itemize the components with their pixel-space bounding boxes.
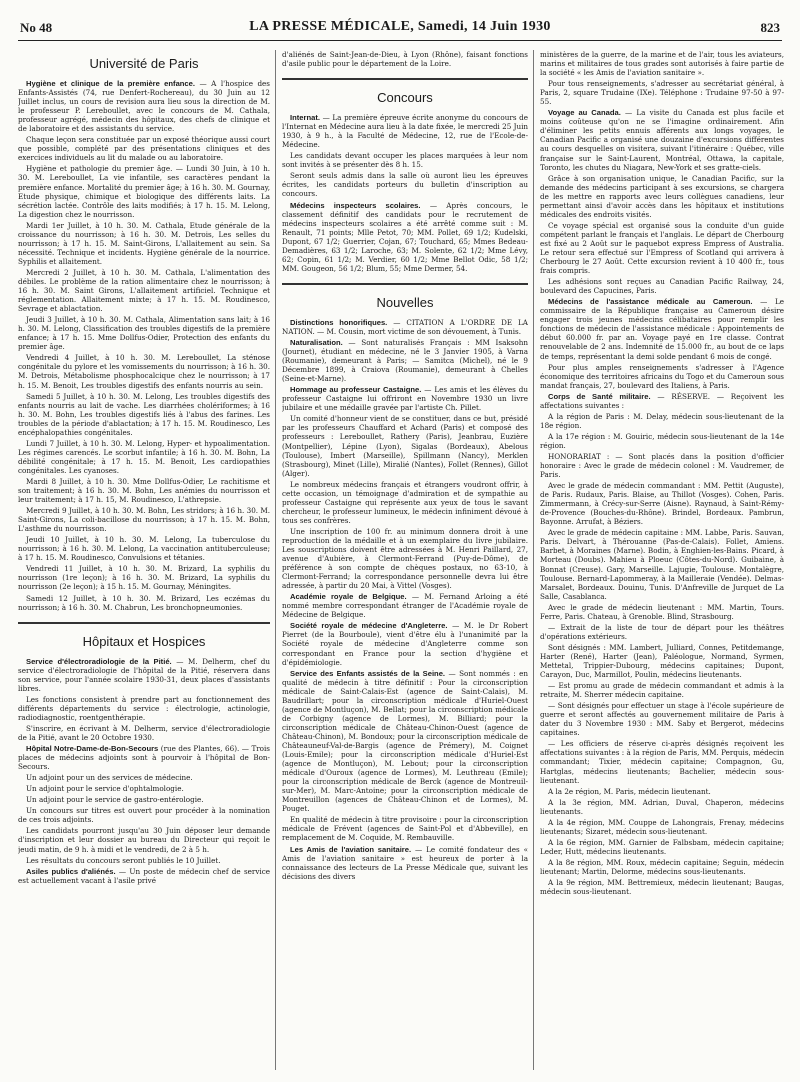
journal-title: LA PRESSE MÉDICALE, Samedi, 14 Juin 1930 — [249, 19, 551, 34]
paragraph: Un adjoint pour le service de gastro-entérologie. — [26, 795, 204, 805]
paragraph: Pour tous renseignements, s'adresser au secrétariat général, à Paris, 2, square Trudaine (IXe). Téléphone : Trudaine 97-50 à 97-55. — [540, 79, 784, 107]
paragraph: Vendredi 11 Juillet, à 10 h. 30. M. Brizard, La syphilis du nourrisson (1re leçon); à 16 h. 30. M. Brizard, La syphilis du nourrisson (2e leçon); à 15 h. 15. M. Gournay, Méningites. — [18, 564, 270, 592]
paragraph: — Sont désignés pour effectuer un stage à l'école supérieure de guerre et seront affectés au gouvernement militaire de Paris à dater du 3 Novembre 1930 : MM. Saby et Bergerot, médecins capitaines. — [540, 701, 784, 738]
paragraph: Chaque leçon sera constituée par un exposé théorique aussi court que possible, complété par des présentations cliniques et des exercices individuels au lit du malade ou au laboratoire. — [18, 135, 270, 163]
paragraph: Avec le grade de médecin capitaine : MM. Labbe, Paris. Sauvan, Paris. Delvart, à Thérouanne (Pas-de-Calais). Follet, Amiens. Barbet, à Moraines (Marne). Bodin, à Enghien-les-Bains. Picard, à Morteau (Doubs). Mahieu à Ploeuc (Côtes-du-Nord). Guibaine, à Bonnat (Creuse). Gary, Marseille. Lajugie, Toulouse. Montalègre, Toulouse. Bernard-Lapommeray, à la Mailleraie (Vendée). Delmas-Marsalet, Bordeaux. Douinu, Tunis. D'Anfreville de Jurquet de La Salle, Casablanca. — [540, 528, 784, 601]
article — [282, 592, 528, 619]
article-text: — Sont naturalisés Français : MM Isaksohn (Journet), étudiant en médecine, né le 3 Janvier 1905, à Varna (Roumanie), demeurant à Paris; — Samitca (Michel), né le 9 Décembre 1899, à Craiova (Roumanie), demeurant à Chelles (Seine-et-Marne). — [282, 337, 528, 384]
paragraph: Sont désignés : MM. Lambert, Julliard, Connes, Petitdemange, Harter (René), Harter (Jean), Paléologue, Normand, Syrmen, Mettetal, Trippier-Dubourg, médecins capitaines; Dupont, Carayon, Duc, Marmillot, Poulin, médecins lieutenants. — [540, 642, 784, 680]
paragraph: Les résultats du concours seront publiés le 10 Juillet. — [26, 855, 221, 865]
page-number: 823 — [760, 20, 780, 35]
column-left — [18, 50, 270, 1072]
column-divider — [533, 50, 534, 1070]
article-heading: Service des Enfants assistés de la Seine. — [290, 668, 446, 678]
paragraph: Un adjoint pour le service d'ophtalmologie. — [26, 784, 184, 794]
article — [540, 392, 784, 410]
column-divider — [275, 50, 276, 1070]
article-heading: Asiles publics d'aliénés. — [26, 866, 116, 876]
paragraph: Une inscription de 100 fr. au minimum donnera droit à une reproduction de la médaille et à un exemplaire du livre jubilaire. Les souscriptions doivent être adressées à M. Henri Paillard, 27, avenue d'Aubière, à Clermont-Ferrand (Puy-de-Dôme), de préférence à son compte de chèques postaux, no 63-10, à Clermont-Ferrand; la correspondance personnelle devra lui être adressée, à partir du 20 Mai, à Vittel (Vosges). — [282, 526, 528, 591]
paragraph: A la 8e région, MM. Roux, médecin capitaine; Seguin, médecin lieutenant; Martin, Delorme, médecins sous-lieutenants. — [540, 857, 784, 876]
paragraph: A la 17e région : M. Gouiric, médecin sous-lieutenant de la 14e région. — [540, 431, 784, 450]
paragraph: — Les officiers de réserve ci-après désignés reçoivent les affectations suivantes : à la région de Paris, MM. Perquis, médecin commandant; Tixier, médecin capitaine; Compagnon, Gu, Hartglas, médecins lieutenants; Bachelier, médecin sous-lieutenant. — [540, 739, 784, 785]
paragraph: Hygiène et pathologie du premier âge. — Lundi 30 Juin, à 10 h. 30. M. Lereboullet, La vie infantile, ses caractères pendant la première enfance. Mortalité du premier âge; à 16 h. 30. M. Gournay, Etude physique, chimique et biologique des différents laits. La sécrétion lactée. Contrôle des laits modifiés; à 17 h. 15. M. Lelong, La digestion chez le nourrisson. — [18, 164, 270, 219]
section-heading: Université de Paris — [89, 56, 199, 71]
article-text: (rue des Plantes, 66). — Trois places de médecins adjoints sont à pourvoir à l'hôpital de Bon-Secours. — [18, 744, 270, 772]
article-text: — Après concours, le classement définitif des candidats pour le recrutement de médecins inspecteurs scolaires a été arrêté comme suit : M. Renault, 71 points; Mlle Petot, 70; MM. Pollet, 69 1/2; Kudelski, Dupont, 67 1/2; Guerrier, Cojan, 67; Touchard, 65; Mmes Bedeau-Demadières, 63 1/2; Laroche, 63; M. Solente, 62 1/2; Mme Lévy, 62; Copin, 61 1/2; M. Verdier, 60 1/2; Mme Bellot Odic, 58 1/2; MM. Gougeon, 56 1/2; Blum, 55; Mme Dermer, 54. — [282, 200, 528, 273]
article-heading: Hôpital Notre-Dame-de-Bon-Secours — [26, 744, 159, 754]
paragraph: Vendredi 4 Juillet, à 10 h. 30. M. Lereboullet, La sténose congénitale du pylore et les vomissements du nourrisson; à 16 h. 30. M. Detrois, Métabolisme phosphocalcique chez le nourrisson; à 17 h. 15. M. Benoit, Les troubles digestifs des enfants nourris au sein. — [18, 353, 270, 390]
article — [540, 108, 784, 171]
article-text: — Le comité fondateur des « Amis de l'aviation sanitaire » est heureux de porter à la connaissance des lecteurs de La Presse Médicale que, suivant les décisions des divers — [282, 844, 528, 881]
paragraph: Mercredi 9 Juillet, à 10 h. 30. M. Bohn, Les stridors; à 16 h. 30. M. Saint-Girons, La coli-bacillose du nourrisson; à 17 h. 15. M. Bohn, L'asthme du nourrisson. — [18, 506, 270, 534]
article-heading: Médecins inspecteurs scolaires. — [290, 200, 421, 210]
article — [282, 338, 528, 383]
section-heading: Hôpitaux et Hospices — [18, 622, 270, 649]
article-heading: Académie royale de Belgique. — [290, 592, 407, 602]
article-heading: Service d'électroradiologie de la Pitié. — [26, 656, 172, 666]
paragraph: Les adhésions sont reçues au Canadian Pacific Railway, 24, boulevard des Capucines, Paris. — [540, 277, 784, 296]
paragraph: A la 2e région, M. Paris, médecin lieutenant. — [548, 786, 711, 796]
article-heading: Voyage au Canada. — [548, 108, 621, 118]
issue-number: No 48 — [20, 20, 53, 35]
paragraph: Pour plus amples renseignements s'adresser à l'Agence économique des territoires africains du Togo et du Cameroun sous mandat français, 27, boulevard des Italiens, à Paris. — [540, 362, 784, 390]
paragraph: Un comité d'honneur vient de se constituer, dans ce but, présidé par les professeurs Chauffard et Achard (Paris) et composé des professeurs : Lereboullet, Rathery (Paris), Jeanbrau, Euzière (Montpellier), Lépine (Lyon), Sigalas (Bordeaux), Abelous (Toulouse), Imbert (Marseille), Spillmann (Nancy), Merklen (Strasbourg), Minet (Lille), Miralié (Nantes), Follet (Rennes), Gillot (Alger). — [282, 414, 528, 478]
column-right — [540, 50, 784, 1072]
paragraph: Samedi 12 Juillet, à 10 h. 30. M. Brizard, Les eczémas du nourrisson; à 16 h. 30. M. Chabrun, Les bronchopneumonies. — [18, 593, 270, 612]
article-text: — CITATION A L'ORDRE DE LA NATION. — M. Cousin, mort victime de son dévouement, à Tunis. — [282, 317, 528, 336]
article-heading: Corps de Santé militaire. — [548, 391, 651, 401]
paragraph: Lundi 7 Juillet, à 10 h. 30. M. Lelong, Hyper- et hypoalimentation. Les régimes carencés. Le scorbut infantile; à 16 h. 30. M. Bohn, La débilité congénitale; à 17 h. 15. M. Benoit, Les cardiopathies congénitales. Les cyanoses. — [18, 438, 270, 475]
paragraph: Jeudi 3 Juillet, à 10 h. 30. M. Cathala, Alimentation sans lait; à 16 h. 30. M. Lelong, Classification des troubles digestifs de la première enfance; à 17 h. 15. Mme Dollfus-Odier, Protection des enfants du premier âge. — [18, 315, 270, 352]
article — [282, 385, 528, 412]
article-text: — Les amis et les élèves du professeur Castaigne lui offriront en Novembre 1930 un livre jubilaire et une médaille gravée par l'artiste Ch. Pillet. — [282, 385, 528, 413]
article-text: — La première épreuve écrite anonyme du concours de l'Internat en Médecine aura lieu à la date fixée, le mercredi 25 Juin 1930, à 9 h., à la Faculté de Médecine, 12, rue de l'Ecole-de-Médecine. — [282, 113, 528, 150]
paragraph: Seront seuls admis dans la salle où auront lieu les épreuves écrites, les candidats porteurs du bulletin d'inscription au concours. — [282, 171, 528, 199]
article — [540, 297, 784, 360]
article-heading: Naturalisation. — [290, 337, 343, 347]
article-text: — M. Fernand Arloing a été nommé membre correspondant étranger de l'Académie royale de Médecine de Belgique. — [282, 592, 528, 620]
article — [282, 621, 528, 666]
article-heading: Distinctions honorifiques. — [290, 317, 388, 327]
article — [282, 845, 528, 881]
paragraph: Avec le grade de médecin lieutenant : MM. Martin, Tours. Ferre, Paris. Chateau, à Grenoble. Blind, Strasbourg. — [540, 602, 784, 621]
article-text: — Le commissaire de la République française au Cameroun désire engager trois jeunes médecins célibataires pour remplir les fonctions de médecin de l'assistance médicale : Appointements de début 60.000 fr. par an. Voyage payé en 1re classe. Contrat renouvelable de 2 ans. Indemnité de 15.000 fr., au bout de ce laps de temps, représentant la demi solde pendant 6 mois de congé. — [540, 297, 784, 361]
paragraph: A la 6e région, MM. Garnier de Falbsbam, médecin capitaine; Leder, Hutt, médecins lieutenants. — [540, 837, 784, 856]
paragraph: d'aliénés de Saint-Jean-de-Dieu, à Lyon (Rhône), faisant fonctions d'asile public pour le département de la Loire. — [282, 50, 528, 69]
column-middle — [282, 50, 528, 1072]
paragraph: A la 9e région, MM. Bettremieux, médecin lieutenant; Baugas, médecin sous-lieutenant. — [540, 878, 784, 897]
paragraph: Ce voyage spécial est organisé sous la conduite d'un guide compétent parlant le français et l'anglais. Le départ de Cherbourg est fixé au 2 Août sur le paquebot express Empress of Australia. Le retour sera effectué sur l'Empress of Scotland qui arrivera à Cherbourg le 27 Août. Cette excursion revient à 10 400 fr., tous frais compris. — [540, 220, 784, 276]
article-text: — Un poste de médecin chef de service est actuellement vacant à l'asile privé — [18, 866, 270, 885]
article-heading: Internat. — [290, 113, 320, 123]
paragraph: En qualité de médecin à titre provisoire : pour la circonscription médicale de Frévent (agences de Saint-Pol et d'Abbeville), en remplacement de M. Coquide, M. Rembauville. — [282, 815, 528, 843]
paragraph: Les fonctions consistent à prendre part au fonctionnement des différents départements du service : électrologie, actinologie, radiodiagnostic, roentgenthérapie. — [18, 694, 270, 722]
paragraph: Mardi 1er Juillet, à 10 h. 30. M. Cathala, Etude générale de la croissance du nourrisson; à 16 h. 30. M. Detrois, Les selles du nourrisson; à 17 h. 15. M. Saint-Girons, L'allaitement au sein. Sa nécessité. Technique et incidents. Hygiène générale de la nourrice. Syphilis et allaitement. — [18, 220, 270, 266]
paragraph: Un adjoint pour un des services de médecine. — [26, 773, 193, 783]
article-heading: Société royale de médecine d'Angleterre. — [290, 621, 448, 631]
paragraph: Jeudi 10 Juillet, à 10 h. 30. M. Lelong, La tuberculose du nourrisson; à 16 h. 30. M. Lelong, La vaccination antituberculeuse; à 17 h. 15. M. Roudinesco, Convulsions et tétanies. — [18, 535, 270, 563]
article — [18, 657, 270, 693]
paragraph: — Extrait de la liste de tour de départ pour les théâtres d'opérations extérieurs. — [540, 622, 784, 641]
article-text: — A l'hospice des Enfants-Assistés (74, rue Denfert-Rochereau), du 30 Juin au 12 Juillet inclus, un cours de revision aura lieu sous la direction de M. le professeur P. Lereboullet, avec le concours de M. Cathala, professeur agrégé, médecin des hôpitaux, des chefs de clinique et de laboratoire et des assistants du service. — [18, 79, 270, 134]
paragraph: Mardi 8 Juillet, à 10 h. 30. Mme Dollfus-Odier, Le rachitisme et son traitement; à 16 h. 30. M. Bohn, Les anémies du nourrisson et leur traitement; à 17 h. 15, M. Roudinesco, L'athrepsie. — [18, 476, 270, 505]
paragraph: HONORARIAT : — Sont placés dans la position d'officier honoraire : Avec le grade de médecin colonel : M. Vaudremer, de Paris. — [540, 451, 784, 480]
paragraph: Grâce à son organisation unique, le Canadian Pacific, sur la demande des médecins participant à ses excursions, se chargera de les mettre en rapports avec leurs collègues canadiens, leur permettant ainsi d'avoir accès dans les hôpitaux et institutions médicales des endroits visités. — [540, 173, 784, 219]
paragraph: ministères de la guerre, de la marine et de l'air, tous les aviateurs, marins et militaires de tous grades sont autorisés à faire partie de la société « les Amis de l'aviation sanitaire ». — [540, 50, 784, 78]
paragraph: Les candidats devant occuper les places marquées à leur nom sont invités à se présenter dès 8 h. 15. — [282, 151, 528, 170]
paragraph: A la région de Paris : M. Delay, médecin sous-lieutenant de la 18e région. — [540, 411, 784, 430]
article — [18, 744, 270, 771]
article — [18, 867, 270, 885]
article-text: — M. Delherm, chef du service d'électroradiologie de l'hôpital de la Pitié, réservera dans son service, pour l'année scolaire 1930-31, deux places d'assistants libres. — [18, 656, 270, 693]
article — [282, 669, 528, 814]
article — [282, 201, 528, 273]
paragraph: Le nombreux médecins français et étrangers voudront offrir, à cette occasion, un témoignage d'admiration et de sympathie au professeur Castaigne qui représente aux yeux de tous le savant chercheur, le professeur lumineux, le médecin infiniment dévoué à tous ses confrères. — [282, 479, 528, 525]
article — [18, 79, 270, 133]
paragraph: S'inscrire, en écrivant à M. Delherm, service d'électroradiologie de la Pitié, avant le 20 Octobre 1930. — [18, 723, 270, 742]
paragraph: Mercredi 2 Juillet, à 10 h. 30. M. Cathala, L'alimentation des débiles. Le problème de la ration alimentaire chez le nourrisson; à 16 h. 30. M. Saint Girons, L'allaitement artificiel. Technique et réglementation. Allaitement mixte; à 17 h. 15. M. Roudinesco, Sevrage et ablactation. — [18, 267, 270, 314]
article-text: — RÉSERVE. — Reçoivent les affectations suivantes : — [540, 391, 784, 410]
article-text: — M. le Dr Robert Pierret (de la Bourboule), vient d'être élu à l'unanimité par la Société royale de médecine d'Angleterre comme son correspondant en France pour la section d'hygiène et d'épidémiologie. — [282, 621, 528, 667]
section-heading: Concours — [282, 78, 528, 105]
paragraph: Les candidats pourront jusqu'au 30 Juin déposer leur demande d'inscription et leur dossier au bureau du Directeur qui reçoit le jeudi matin, de 9 h. à midi et le vendredi, de 2 à 5 h. — [18, 826, 270, 854]
paragraph: A la 4e région, MM. Couppe de Lahongrais, Frenay, médecins lieutenants; Sizaret, médecin sous-lieutenant. — [540, 817, 784, 836]
article-heading: Hygiène et clinique de la première enfance. — [26, 79, 195, 88]
paragraph: Un concours sur titres est ouvert pour procéder à la nomination de ces trois adjoints. — [18, 806, 270, 825]
article — [282, 113, 528, 149]
page-header — [18, 18, 782, 41]
paragraph: Avec le grade de médecin commandant : MM. Pettit (Auguste), de Paris. Rudaux, Paris. Blaise, au Thillot (Vosges). Cohen, Paris. Zimmermann, à Crécy-sur-Serre (Aisne). Raynaud, à Saint-Rémy-de-Provence (Bouches-du-Rhône). Brindel, Bordeaux. Pambrun, Bayonne. Arrufat, à Béziers. — [540, 481, 784, 527]
paragraph: — Est promu au grade de médecin commandant et admis à la retraite, M. Sherrer médecin capitaine. — [540, 681, 784, 700]
paragraph: A la 3e région, MM. Adrian, Duval, Chaperon, médecins lieutenants. — [540, 797, 784, 816]
article — [282, 318, 528, 336]
section-heading: Nouvelles — [282, 283, 528, 310]
article-heading: Les Amis de l'aviation sanitaire. — [290, 844, 412, 854]
article-heading: Médecins de l'assistance médicale au Cameroun. — [548, 297, 753, 307]
paragraph: Samedi 5 Juillet, à 10 h. 30. M. Lelong, Les troubles digestifs des enfants nourris au lait de vache. Les diarrhées cholériformes; à 16 h. 30. M. Bohn, Les troubles digestifs liés à l'abus des farines. Les troubles de la période d'ablactation; à 17 h. 15. M. Roudinesco, Les encéphalopathies congénitales. — [18, 391, 270, 437]
article-text: — Sont nommés : en qualité de médecin à titre définitif : Pour la circonscription médicale de Saint-Calais-Est (agence de Saint-Calais), M. Baudrillart; pour la circonscription médicale d'Huriel-Ouest (agence de Montluçon), M. Bellat; pour la circonscription médicale de Corbigny (agence de Lormes), M. Billiard; pour la circonscription médicale de Château-Chinon-Ouest (agence de Château-Chinon), M. Bondoux; pour la circonscription médicale de Châteauneuf-Val-de-Bargis (agence de Prémery), M. Coignet (Louis-Emile); pour la circonscription médicale d'Huriel-Est (agence de Montluçon), M. Lebout; pour la circonscription médicale d'Ouroux (agence de Lormes), M. Leuthreau (Emile); pour la circonscription médicale de Berck (agence de Montreuil-sur-Mer), M. Marc-Antoine; pour la circonscription médicale de Montreuillon (agences de Château-Chinon et de Lormes), M. Pouget. — [282, 668, 528, 814]
article-text: — La visite du Canada est plus facile et moins coûteuse qu'on ne se l'imagine ordinairement. Afin d'éliminer les petits ennuis afférents aux longs voyages, le Canadian Pacific a organisé une douzaine d'excursions différentes au cours desquelles on visitera, suivant l'itinéraire : Québec, ville française sur le Saint-Laurent, Montréal, Ottawa, la capitale, Toronto, les chutes du Niagara, New-York et ses gratte-ciels. — [540, 108, 784, 172]
article-heading: Hommage au professeur Castaigne. — [290, 385, 422, 395]
